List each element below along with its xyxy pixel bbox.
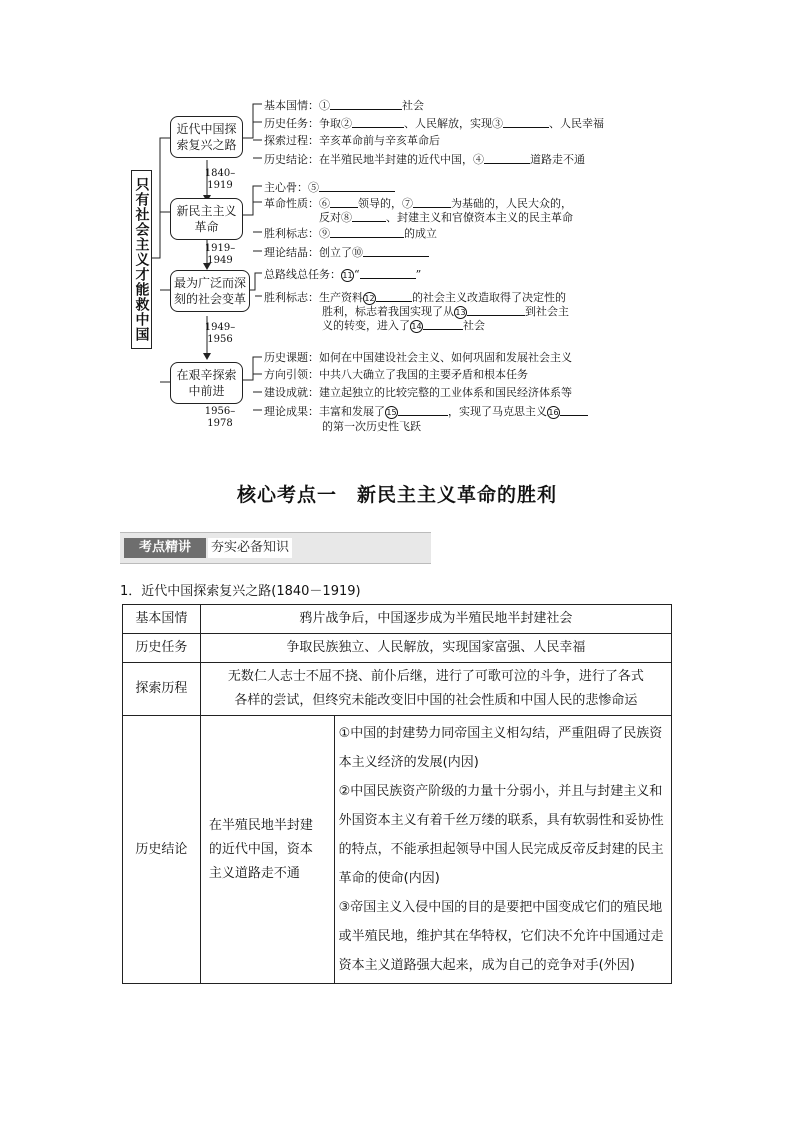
branch2-line: 反对⑧ 、封建主义和官僚资本主义的民主革命 bbox=[319, 211, 573, 224]
branch1-line: 基本国情：① 社会 bbox=[264, 99, 424, 112]
year-range: 1840–1919 bbox=[204, 168, 236, 191]
year-range: 1956–1978 bbox=[204, 406, 236, 429]
branch4-line: 的第一次历史性飞跃 bbox=[322, 420, 421, 433]
branch1-line: 探索过程：辛亥革命前与辛亥革命后 bbox=[264, 134, 440, 147]
row-label: 历史任务 bbox=[123, 634, 201, 663]
row-label: 基本国情 bbox=[123, 605, 201, 634]
table-row bbox=[123, 663, 672, 716]
node-modern-exploration: 近代中国探索复兴之路 bbox=[170, 116, 243, 158]
mindmap-title: 只有社会主义才能救中国 bbox=[131, 170, 152, 349]
section-title: 核心考点一 新民主主义革命的胜利 bbox=[236, 484, 557, 506]
branch2-line: 胜利标志：⑨ 的成立 bbox=[264, 227, 437, 240]
reason-item: ②中国民族资产阶级的力量十分弱小，并且与封建主义和外国资本主义有着千丝万缕的联系，具有软弱性和妥协性的特点，不能承担起领导中国人民完成反帝反封建的民主革命的使命(内因) bbox=[338, 784, 664, 886]
branch2-line: 理论结晶：创立了⑩ bbox=[264, 245, 429, 260]
row-content: 鸦片战争后，中国逐步成为半殖民地半封建社会 bbox=[200, 605, 671, 634]
summary-table bbox=[122, 604, 672, 984]
reason-item: ③帝国主义入侵中国的目的是要把中国变成它们的殖民地或半殖民地，维护其在华特权，它们决不允许中国通过走资本主义道路强大起来，成为自己的竞争对手(外因) bbox=[338, 900, 664, 973]
row-content: 无数仁人志士不屈不挠、前仆后继，进行了可歌可泣的斗争，进行了各式 各样的尝试，但终究未能改变旧中国的社会性质和中国人民的悲惨命运 bbox=[200, 663, 671, 716]
branch1-line: 历史结论：在半殖民地半封建的近代中国，④ 道路走不通 bbox=[264, 153, 585, 166]
year-range: 1949–1956 bbox=[204, 322, 236, 345]
node-arduous-exploration: 在艰辛探索中前进 bbox=[170, 362, 243, 404]
row-reasons bbox=[334, 716, 671, 984]
branch2-line: 主心骨：⑤ bbox=[264, 180, 395, 195]
banner-text: 夯实必备知识 bbox=[208, 538, 292, 558]
branch4-line: 历史课题：如何在中国建设社会主义、如何巩固和发展社会主义 bbox=[264, 351, 572, 364]
year-range: 1919–1949 bbox=[204, 243, 236, 266]
table-row bbox=[123, 634, 672, 663]
branch4-line: 理论成果：丰富和发展了15 ，实现了马克思主义16 bbox=[264, 404, 588, 419]
row-label: 历史结论 bbox=[123, 716, 201, 984]
table-row bbox=[123, 605, 672, 634]
table-row bbox=[123, 716, 672, 984]
section-banner bbox=[120, 532, 431, 564]
node-social-transformation: 最为广泛而深刻的社会变革 bbox=[170, 270, 250, 312]
branch4-line: 方向引领：中共八大确立了我国的主要矛盾和根本任务 bbox=[264, 368, 528, 381]
branch3-line: 总路线总任务：11“ ” bbox=[264, 268, 422, 281]
banner-tag: 考点精讲 bbox=[124, 538, 206, 558]
node-new-democratic-revolution: 新民主主义革命 bbox=[170, 198, 243, 240]
row-label: 探索历程 bbox=[123, 663, 201, 716]
row-middle: 在半殖民地半封建 的近代中国，资本 主义道路走不通 bbox=[200, 716, 334, 984]
branch4-line: 建设成就：建立起独立的比较完整的工业体系和国民经济体系等 bbox=[264, 386, 572, 399]
knowledge-mindmap bbox=[0, 0, 794, 440]
branch3-line: 义的转变，进入了14 社会 bbox=[322, 319, 485, 332]
branch3-line: 胜利，标志着我国实现了从13 到社会主 bbox=[322, 305, 569, 318]
branch2-line: 革命性质：⑥ 领导的，⑦ 为基础的，人民大众的， bbox=[264, 197, 572, 210]
branch3-line: 胜利标志：生产资料12 的社会主义改造取得了决定性的 bbox=[264, 291, 566, 304]
arrow-down-icon bbox=[203, 353, 211, 360]
row-content: 争取民族独立、人民解放，实现国家富强、人民幸福 bbox=[200, 634, 671, 663]
reason-item: ①中国的封建势力同帝国主义相勾结，严重阻碍了民族资本主义经济的发展(内因) bbox=[338, 726, 663, 770]
subheading: 1．近代中国探索复兴之路(1840－1919) bbox=[120, 584, 361, 599]
branch1-line: 历史任务：争取② 、人民解放，实现③ 、人民幸福 bbox=[264, 117, 604, 130]
